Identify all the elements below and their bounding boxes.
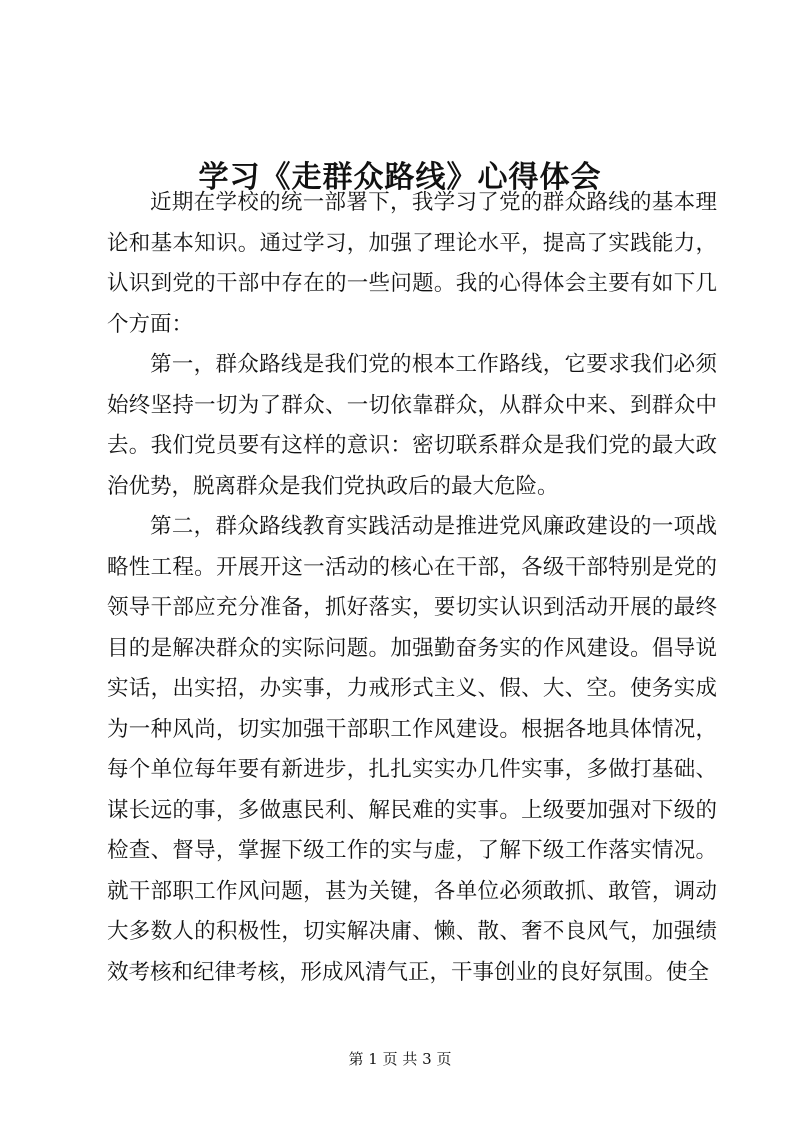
document-title: 学习《走群众路线》心得体会 bbox=[198, 160, 602, 196]
paragraph-second-point: 第二，群众路线教育实践活动是推进党风廉政建设的一项战略性工程。开展开这一活动的核心在干部，各级干部特别是党的领导干部应充分准备，抓好落实，要切实认识到活动开展的最终目的是解决群众的实际问题。加强勤奋务实的作风建设。倡导说实话，出实招，办实事，力戒形式主义、假、大、空。使务实成为一种风尚，切实加强干部职工作风建设。根据各地具体情况，每个单位每年要有新进步，扎扎实实办几件实事，多做打基础、谋长远的事，多做惠民利、解民难的实事。上级要加强对下级的检查、督导，掌握下级工作的实与虚，了解下级工作落实情况。就干部职工作风问题，甚为关键，各单位必须敢抓、敢管，调动大多数人的积极性，切实解决庸、懒、散、奢不良风气，加强绩效考核和纪律考核，形成风清气正，干事创业的良好氛围。使全 bbox=[107, 514, 717, 985]
page-number-footer: 第 1 页 共 3 页 bbox=[348, 1050, 452, 1068]
paragraph-intro: 近期在学校的统一部署下，我学习了党的群众路线的基本理论和基本知识。通过学习，加强了理论水平，提高了实践能力，认识到党的干部中存在的一些问题。我的心得体会主要有如下几个方面： bbox=[107, 190, 717, 337]
document-body bbox=[107, 183, 717, 993]
paragraph-first-point: 第一，群众路线是我们党的根本工作路线，它要求我们必须始终坚持一切为了群众、一切依靠群众，从群众中来、到群众中去。我们党员要有这样的意识：密切联系群众是我们党的最大政治优势，脱离群众是我们党执政后的最大危险。 bbox=[107, 352, 717, 499]
